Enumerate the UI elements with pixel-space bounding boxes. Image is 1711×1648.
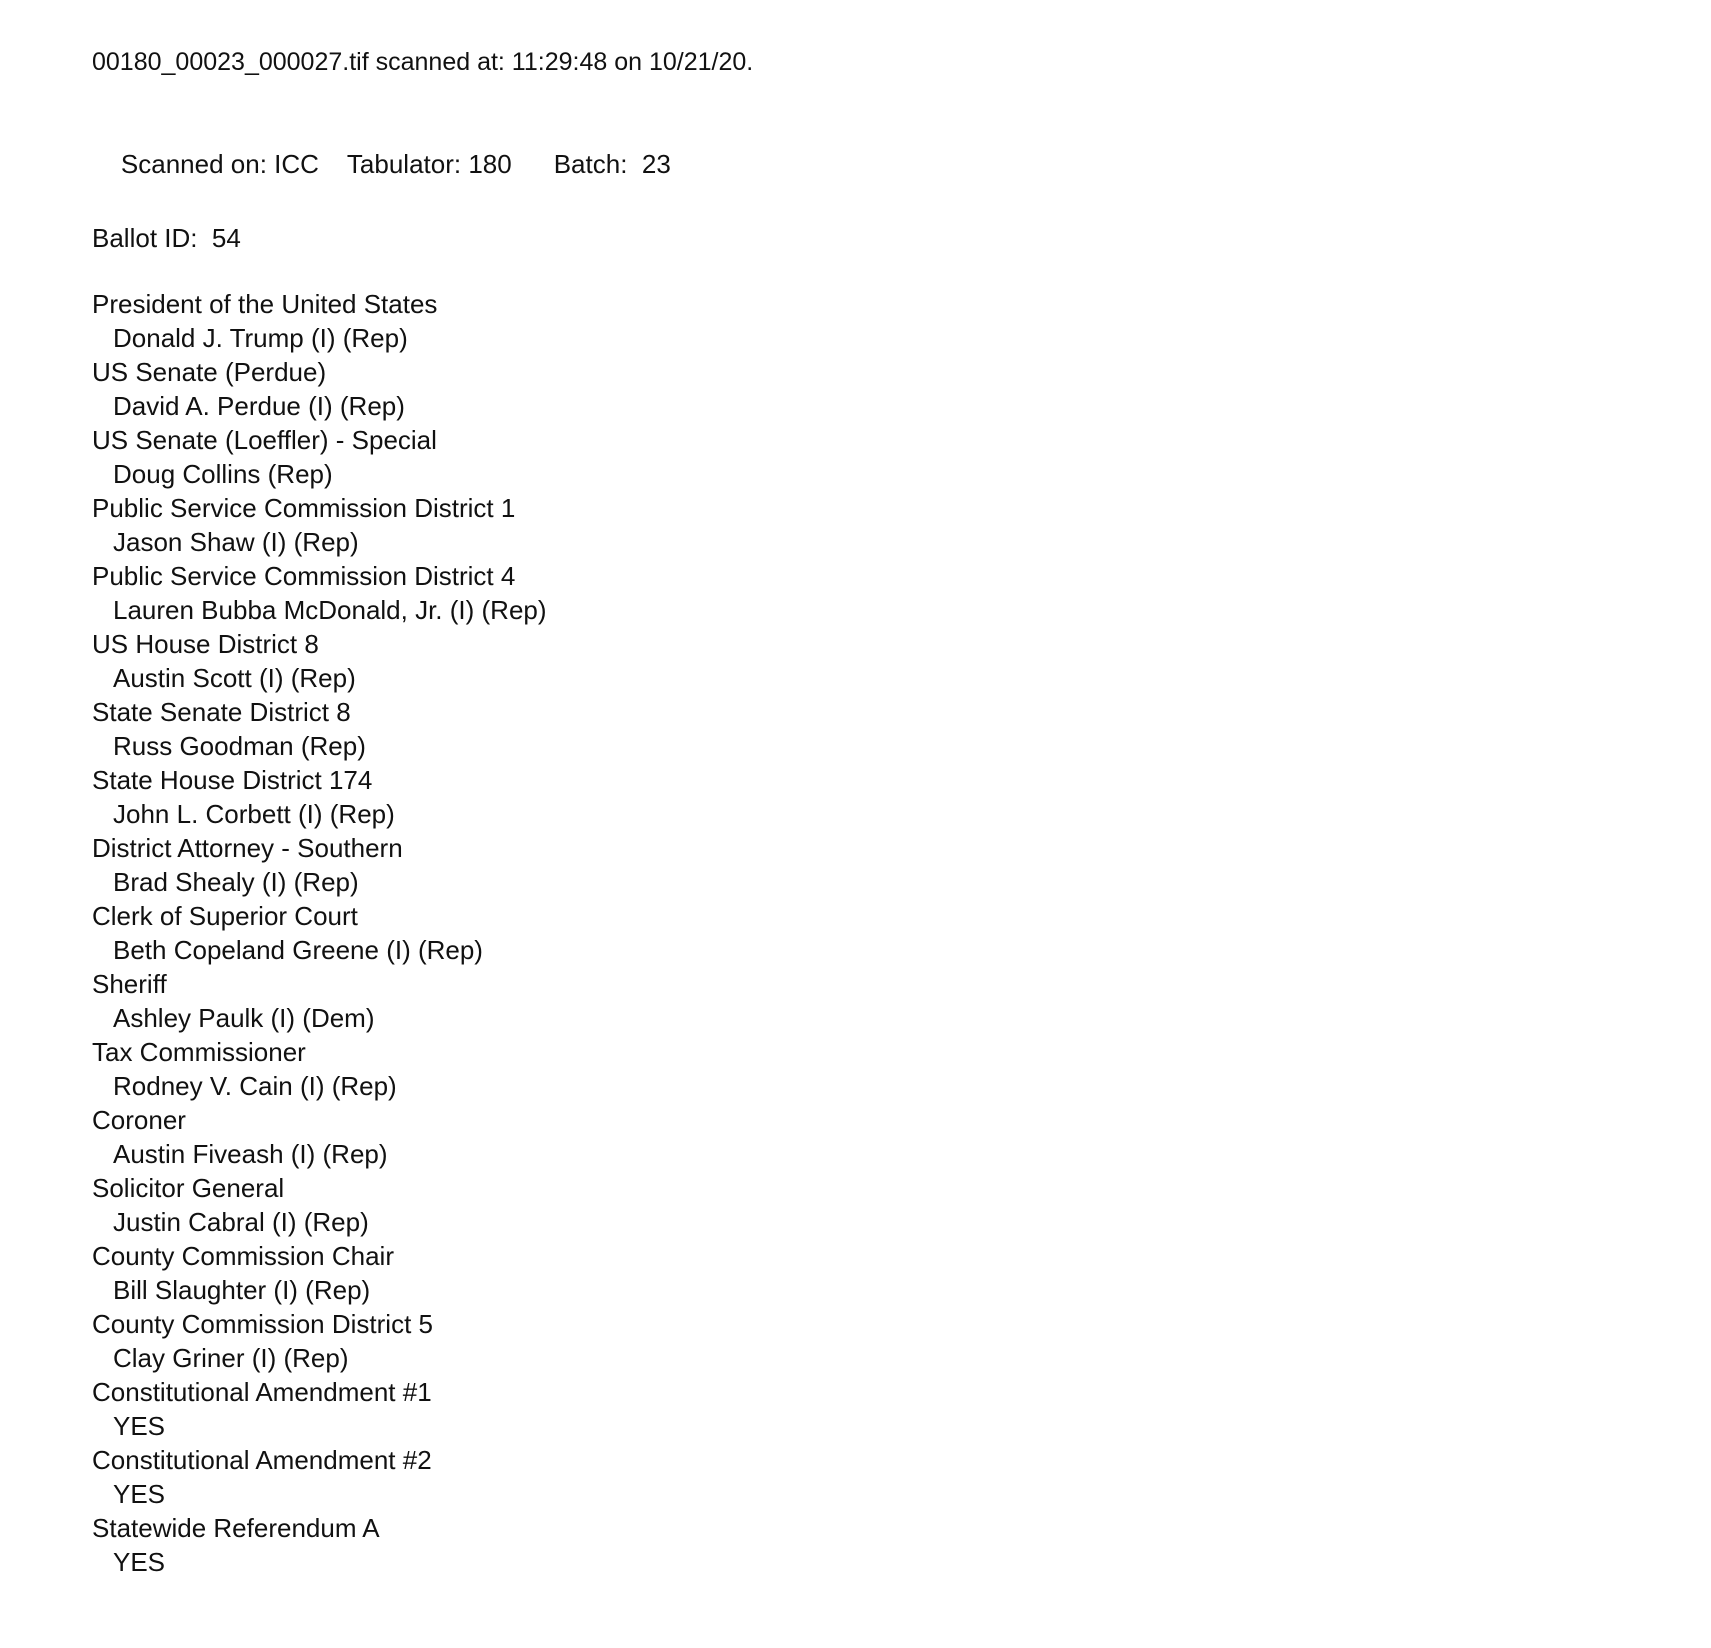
contest-office: Clerk of Superior Court <box>92 901 358 931</box>
tabulator-value: Tabulator: 180 <box>346 149 512 179</box>
contest-selection: John L. Corbett (I) (Rep) <box>113 799 395 829</box>
contest-selection: Doug Collins (Rep) <box>113 459 333 489</box>
scan-info-line <box>92 109 1671 220</box>
contest-item <box>92 1375 1671 1443</box>
contest-list <box>92 287 1671 1579</box>
contest-item <box>92 1171 1671 1239</box>
contest-office: US Senate (Loeffler) - Special <box>92 425 437 455</box>
scan-filename-line: 00180_00023_000027.tif scanned at: 11:29:48 on 10/21/20. <box>92 48 754 76</box>
contest-item <box>92 1307 1671 1375</box>
contest-office: District Attorney - Southern <box>92 833 403 863</box>
contest-office: Constitutional Amendment #1 <box>92 1377 432 1407</box>
contest-selection: YES <box>113 1411 166 1441</box>
contest-item <box>92 423 1671 491</box>
contest-selection: Beth Copeland Greene (I) (Rep) <box>113 935 483 965</box>
contest-selection: Austin Fiveash (I) (Rep) <box>113 1139 388 1169</box>
contest-item <box>92 355 1671 423</box>
contest-selection: Donald J. Trump (I) (Rep) <box>113 323 408 353</box>
contest-selection: Brad Shealy (I) (Rep) <box>113 867 359 897</box>
contest-selection: Clay Griner (I) (Rep) <box>113 1343 349 1373</box>
contest-office: Solicitor General <box>92 1173 285 1203</box>
contest-item <box>92 1103 1671 1171</box>
contest-item <box>92 491 1671 559</box>
contest-office: Statewide Referendum A <box>92 1513 380 1543</box>
contest-office: US House District 8 <box>92 629 319 659</box>
contest-office: State House District 174 <box>92 765 373 795</box>
contest-item <box>92 1511 1671 1579</box>
contest-selection: Justin Cabral (I) (Rep) <box>113 1207 369 1237</box>
contest-selection: Jason Shaw (I) (Rep) <box>113 527 359 557</box>
contest-selection: YES <box>113 1479 166 1509</box>
contest-office: Public Service Commission District 4 <box>92 561 516 591</box>
contest-item <box>92 831 1671 899</box>
contest-office: Sheriff <box>92 969 167 999</box>
contest-item <box>92 899 1671 967</box>
contest-office: County Commission District 5 <box>92 1309 433 1339</box>
contest-selection: Austin Scott (I) (Rep) <box>113 663 356 693</box>
contest-item <box>92 967 1671 1035</box>
contest-item <box>92 1443 1671 1511</box>
contest-selection: Bill Slaughter (I) (Rep) <box>113 1275 371 1305</box>
contest-office: Public Service Commission District 1 <box>92 493 516 523</box>
contest-selection: YES <box>113 1547 166 1577</box>
contest-item <box>92 763 1671 831</box>
contest-office: County Commission Chair <box>92 1241 394 1271</box>
contest-item <box>92 559 1671 627</box>
contest-office: Coroner <box>92 1105 186 1135</box>
contest-office: Tax Commissioner <box>92 1037 306 1067</box>
batch-value: Batch: 23 <box>553 149 671 179</box>
contest-selection: Russ Goodman (Rep) <box>113 731 366 761</box>
contest-office: State Senate District 8 <box>92 697 351 727</box>
contest-item <box>92 627 1671 695</box>
ballot-id-value: Ballot ID: 54 <box>92 223 241 253</box>
contest-item <box>92 1239 1671 1307</box>
contest-office: Constitutional Amendment #2 <box>92 1445 432 1475</box>
contest-item <box>92 287 1671 355</box>
contest-selection: Lauren Bubba McDonald, Jr. (I) (Rep) <box>113 595 547 625</box>
contest-selection: David A. Perdue (I) (Rep) <box>113 391 405 421</box>
scanned-on-value: Scanned on: ICC <box>120 149 319 179</box>
contest-selection: Rodney V. Cain (I) (Rep) <box>113 1071 397 1101</box>
contest-selection: Ashley Paulk (I) (Dem) <box>113 1003 375 1033</box>
contest-office: US Senate (Perdue) <box>92 357 327 387</box>
contest-item <box>92 695 1671 763</box>
contest-office: President of the United States <box>92 289 438 319</box>
contest-item <box>92 1035 1671 1103</box>
